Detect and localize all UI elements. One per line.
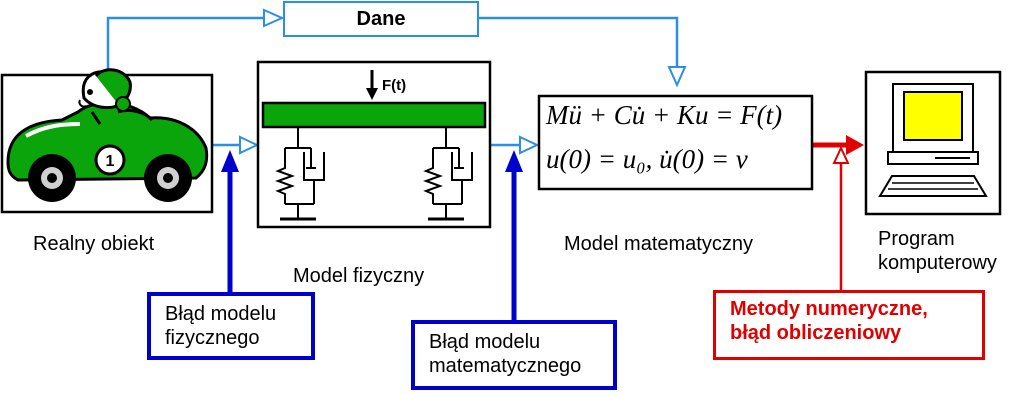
beam (263, 103, 485, 127)
data-box (283, 1, 479, 37)
computer-icon (866, 72, 1000, 214)
flow-arrow-car-to-physical (212, 137, 257, 153)
force-label: F(t) (382, 77, 407, 94)
physical-model-label: Model fizyczny (293, 265, 425, 287)
wheel-front (28, 154, 76, 202)
math-model-label: Model matematyczny (564, 233, 753, 255)
physical-model-error-box (147, 292, 315, 360)
flow-arrow-data-to-math (478, 18, 685, 85)
car-number: 1 (105, 153, 115, 170)
real-object-label: Realny obiekt (33, 233, 155, 255)
program-label-line1: Program (878, 228, 955, 250)
data-box-label: Dane (356, 8, 406, 30)
wheel-rear (144, 154, 192, 202)
physical-error-line2: fizycznego (165, 327, 260, 349)
numerical-error-box (713, 290, 985, 360)
physical-error-line1: Błąd modelu (165, 303, 277, 325)
equation-block (546, 100, 808, 186)
flow-arrow-math-to-program (812, 135, 864, 155)
math-error-line1: Błąd modelu (429, 331, 541, 353)
physical-model-frame (258, 62, 490, 227)
program-label (878, 227, 1020, 275)
numerical-error-pointer (834, 148, 848, 290)
numerical-error-line1: Metody numeryczne, (730, 298, 928, 320)
initial-conditions: u(0) = u₀, u̇(0) = v (546, 144, 748, 174)
flow-arrow-to-data (108, 10, 282, 75)
physical-error-pointer (221, 150, 239, 292)
math-error-line2: matematycznego (429, 355, 582, 377)
flow-arrow-physical-to-math (490, 137, 537, 153)
equation-of-motion: Mü + Cu̇ + Ku = F(t) (546, 100, 783, 130)
math-error-pointer (505, 150, 523, 320)
numerical-error-line2: błąd obliczeniowy (730, 322, 902, 344)
math-model-error-box (411, 320, 617, 390)
program-label-line2: komputerowy (878, 252, 997, 274)
